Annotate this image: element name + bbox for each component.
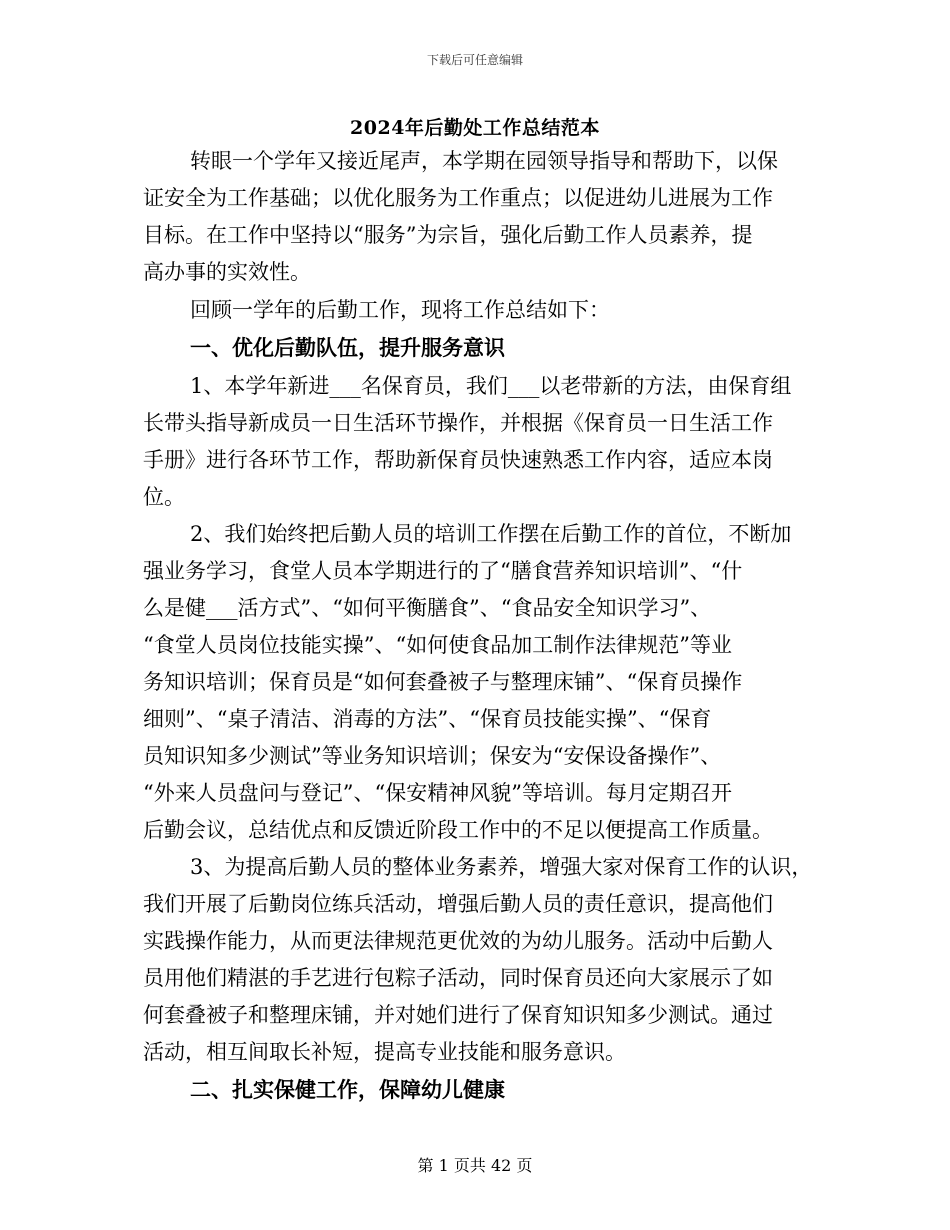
paragraph-line: 证安全为工作基础；以优化服务为工作重点；以促进幼儿进展为工作: [143, 186, 773, 210]
paragraph-line: 细则”、“桌子清洁、消毒的方法”、“保育员技能实操”、“保育: [143, 707, 712, 731]
header-note: 下载后可任意编辑: [426, 53, 523, 67]
paragraph-line: 回顾一学年的后勤工作，现将工作总结如下：: [190, 298, 610, 322]
paragraph-line: 么是健___活方式”、“如何平衡膳食”、“食品安全知识学习”、: [143, 596, 712, 620]
paragraph-line: 3、为提高后勤人员的整体业务素养，增强大家对保育工作的认识，: [190, 855, 813, 879]
paragraph-line: 2、我们始终把后勤人员的培训工作摆在后勤工作的首位，不断加: [190, 522, 792, 546]
paragraph-line: 员用他们精湛的手艺进行包粽子活动，同时保育员还向大家展示了如: [143, 966, 773, 990]
paragraph-line: 目标。在工作中坚持以“服务”为宗旨，强化后勤工作人员素养，提: [143, 223, 753, 247]
paragraph-line: 我们开展了后勤岗位练兵活动，增强后勤人员的责任意识，提高他们: [143, 892, 773, 916]
paragraph-line: “外来人员盘问与登记”、“保安精神风貌”等培训。每月定期召开: [143, 781, 732, 805]
paragraph-line: 长带头指导新成员一日生活环节操作，并根据《保育员一日生活工作: [143, 411, 773, 435]
paragraph-line: “食堂人员岗位技能实操”、“如何使食品加工制作法律规范”等业: [143, 633, 732, 657]
paragraph-line: 活动，相互间取长补短，提高专业技能和服务意识。: [143, 1040, 626, 1064]
section-heading: 二、扎实保健工作，保障幼儿健康: [190, 1077, 505, 1102]
paragraph-line: 后勤会议，总结优点和反馈近阶段工作中的不足以便提高工作质量。: [143, 818, 773, 842]
paragraph-line: 员知识知多少测试”等业务知识培训；保安为“安保设备操作”、: [143, 744, 722, 768]
paragraph-line: 1、本学年新进___名保育员，我们___以老带新的方法，由保育组: [190, 374, 792, 398]
paragraph-line: 强业务学习，食堂人员本学期进行的了“膳食营养知识培训”、“什: [143, 559, 743, 583]
page-footer: 第 1 页共 42 页: [417, 1156, 533, 1175]
paragraph-line: 务知识培训；保育员是“如何套叠被子与整理床铺”、“保育员操作: [143, 670, 743, 694]
document-title: 2024年后勤处工作总结范本: [350, 117, 600, 139]
section-heading: 一、优化后勤队伍，提升服务意识: [190, 335, 505, 360]
paragraph-line: 位。: [143, 485, 185, 509]
paragraph-line: 高办事的实效性。: [143, 260, 311, 284]
paragraph-line: 实践操作能力，从而更法律规范更优效的为幼儿服务。活动中后勤人: [143, 929, 773, 953]
paragraph-line: 何套叠被子和整理床铺，并对她们进行了保育知识知多少测试。通过: [143, 1003, 773, 1027]
paragraph-line: 转眼一个学年又接近尾声，本学期在园领导指导和帮助下，以保: [190, 149, 778, 173]
paragraph-line: 手册》进行各环节工作，帮助新保育员快速熟悉工作内容，适应本岗: [143, 448, 773, 472]
